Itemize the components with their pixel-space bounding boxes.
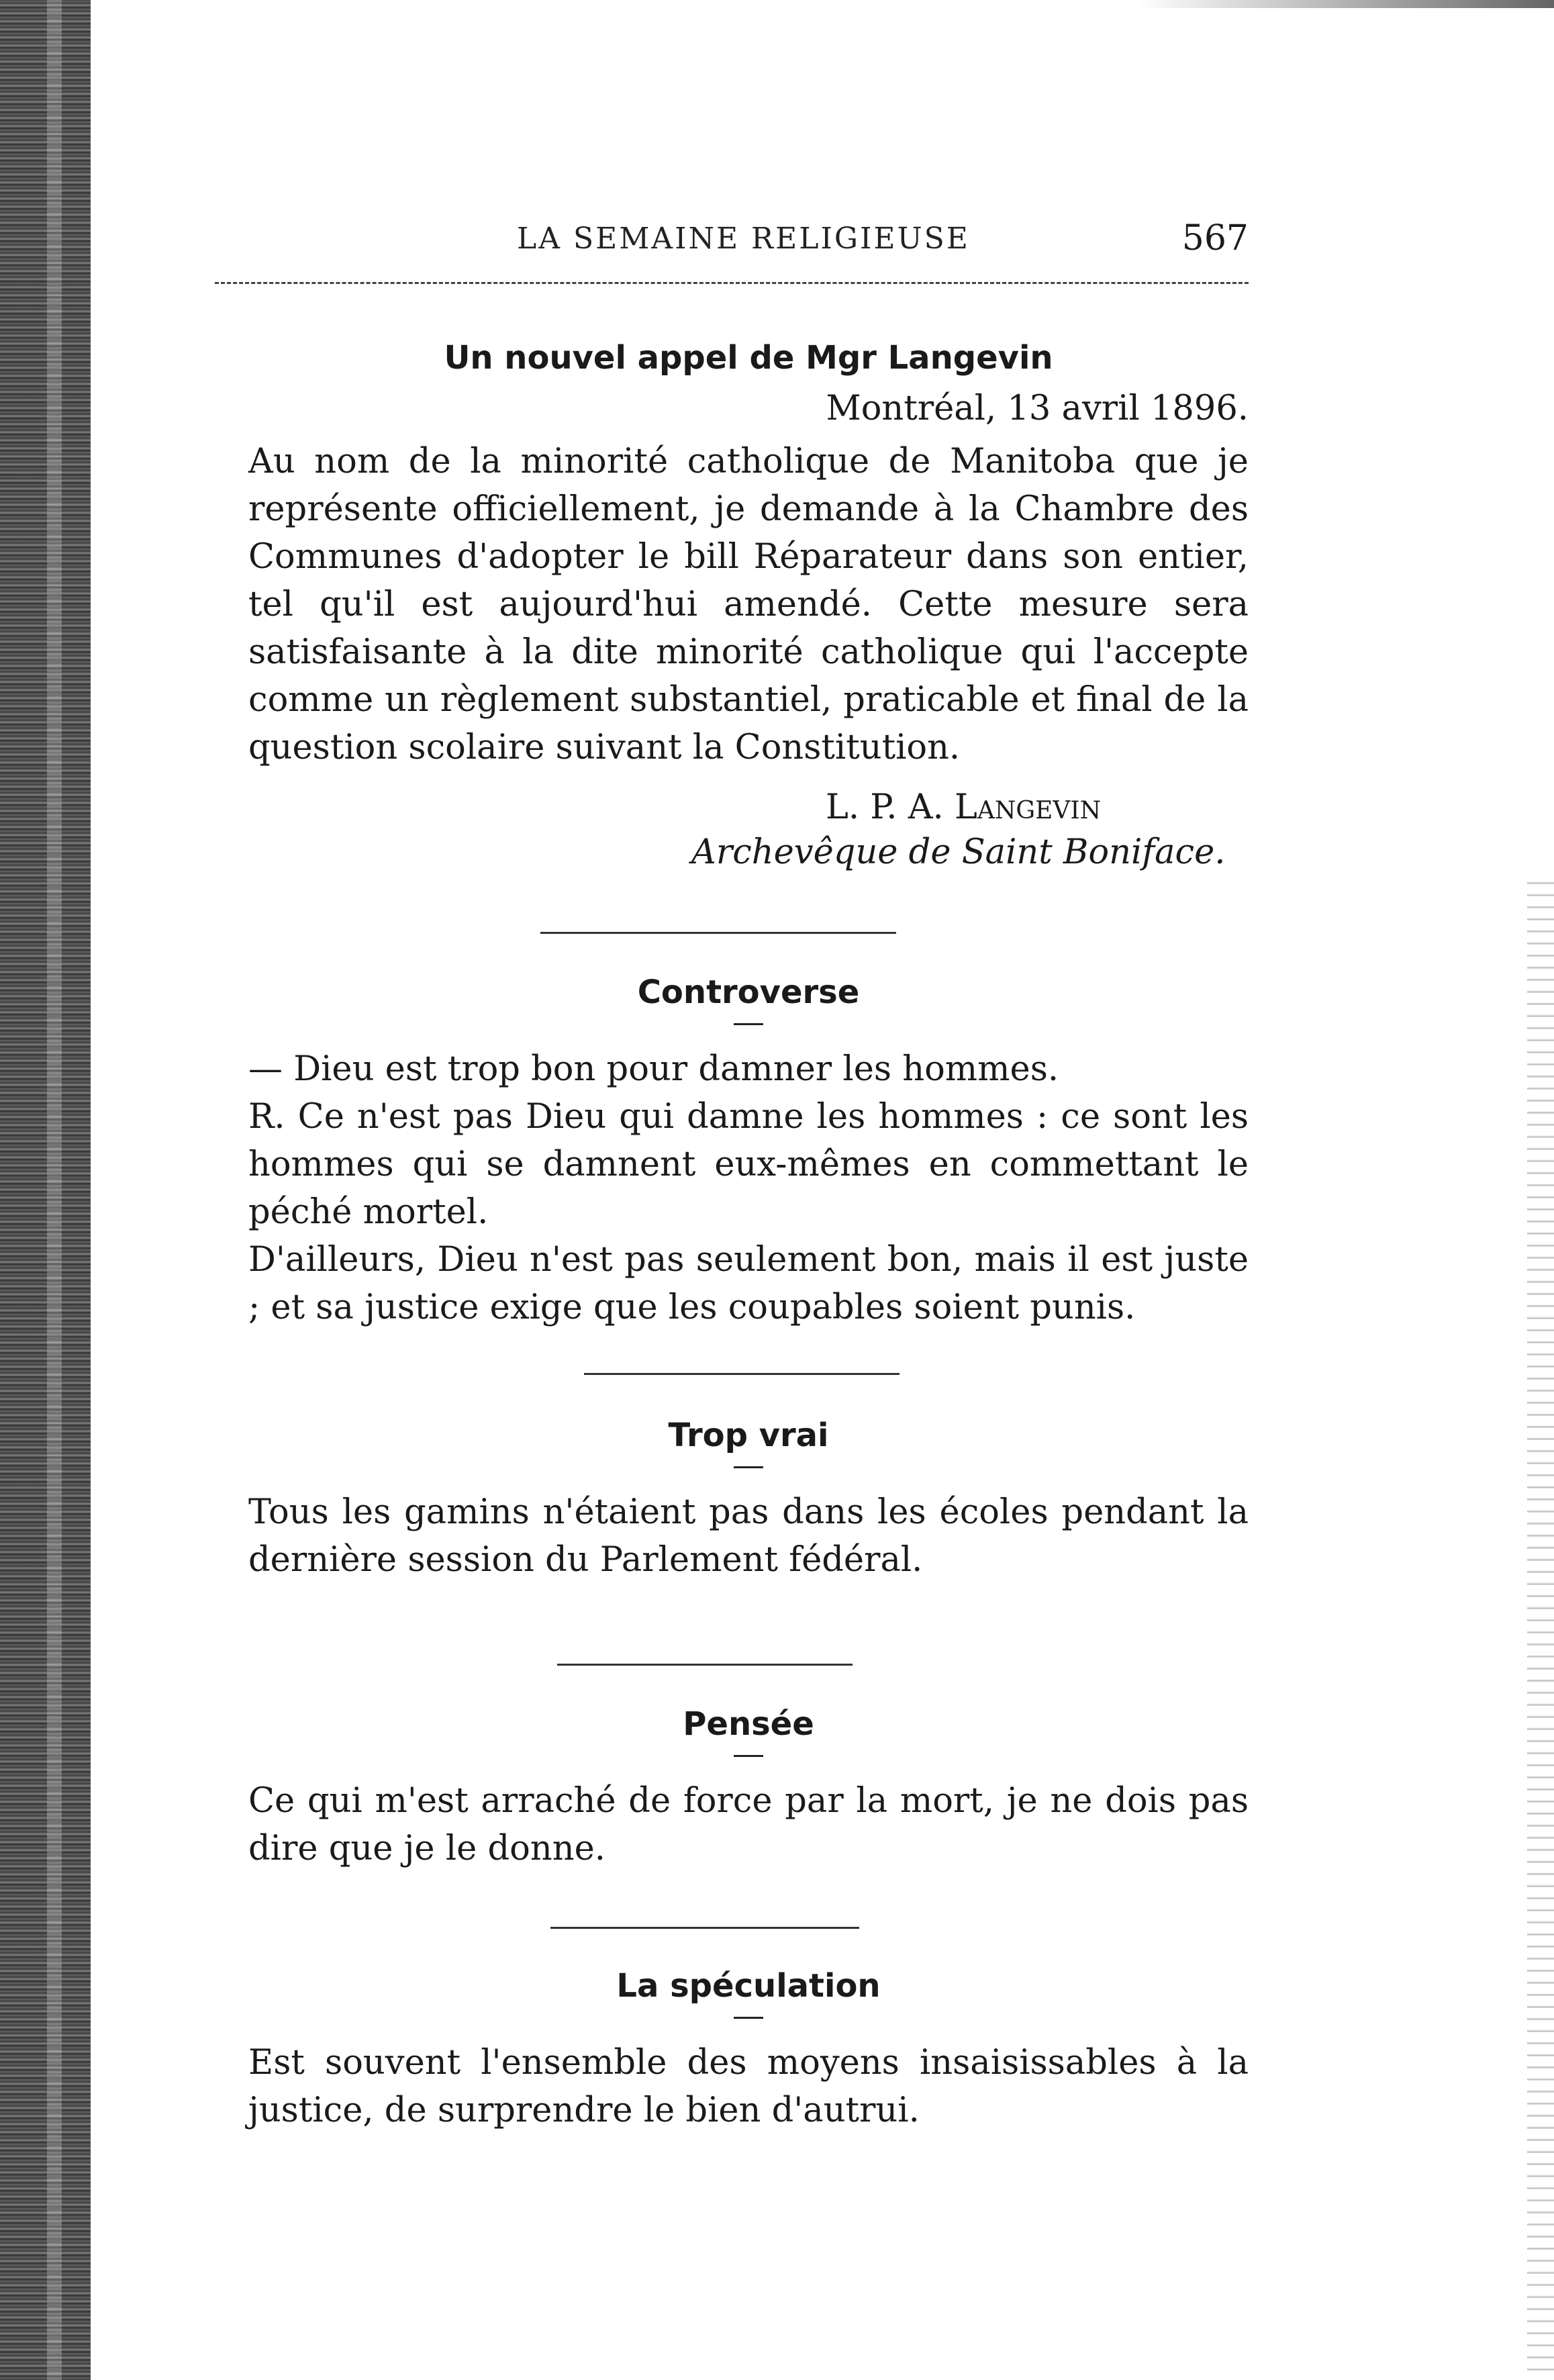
scan-right-edge xyxy=(1527,873,1554,2380)
running-header xyxy=(248,201,1249,258)
paragraph: — Dieu est trop bon pour damner les hommes. xyxy=(248,1049,1059,1089)
section-divider xyxy=(540,932,896,934)
paragraph: Est souvent l'ensemble des moyens insaisissables à la justice, de surprendre le bien d'autrui. xyxy=(248,2043,1249,2130)
paragraph: Ce qui m'est arraché de force par la mort, je ne dois pas dire que je le donne. xyxy=(248,1781,1249,1868)
section-title: Trop vrai xyxy=(668,1417,829,1454)
document-page xyxy=(248,201,1249,2130)
page-number: 567 xyxy=(1181,218,1249,258)
paragraph: D'ailleurs, Dieu n'est pas seulement bon, mais il est juste ; et sa justice exige que les coupables soient punis. xyxy=(248,1240,1249,1327)
section-speculation xyxy=(248,1967,1249,2134)
section-title: Controverse xyxy=(637,973,860,1011)
section-controverse xyxy=(248,973,1249,1331)
section-body xyxy=(248,1488,1249,1584)
section-langevin-appeal xyxy=(248,339,1249,875)
signature-initials: L. P. A. xyxy=(826,788,944,827)
signature-name xyxy=(826,785,1249,830)
paragraph: R. Ce n'est pas Dieu qui damne les hommes : ce sont les hommes qui se damnent eux-mêmes en commettant le péché mortel. xyxy=(248,1097,1249,1232)
title-rule xyxy=(734,2017,763,2019)
section-title: Un nouvel appel de Mgr Langevin xyxy=(444,339,1053,377)
section-title: Pensée xyxy=(683,1705,814,1743)
paragraph: Tous les gamins n'étaient pas dans les écoles pendant la dernière session du Parlement fédéral. xyxy=(248,1492,1249,1580)
section-title: La spéculation xyxy=(616,1967,881,2005)
section-pensee xyxy=(248,1705,1249,1872)
section-body xyxy=(248,1045,1249,1331)
header-rule xyxy=(215,282,1249,284)
section-body xyxy=(248,2039,1249,2134)
title-rule xyxy=(734,1023,763,1025)
scan-top-edge xyxy=(1138,0,1554,8)
running-title: LA SEMAINE RELIGIEUSE xyxy=(517,222,970,256)
section-body xyxy=(248,1777,1249,1872)
signature-surname: Langevin xyxy=(954,788,1102,827)
dateline: Montréal, 13 avril 1896. xyxy=(826,389,1249,428)
section-divider xyxy=(557,1664,853,1666)
title-rule xyxy=(734,1755,763,1757)
title-rule xyxy=(734,1466,763,1468)
section-trop-vrai xyxy=(248,1417,1249,1584)
section-divider xyxy=(584,1373,900,1375)
section-divider xyxy=(550,1927,859,1929)
signature-title: Archevêque de Saint Boniface. xyxy=(691,832,1226,872)
scan-binding-edge xyxy=(0,0,91,2380)
letter-body: Au nom de la minorité catholique de Manitoba que je représente officiellement, je demande à la Chambre des Communes d'adopter le bill Réparateur dans son entier, tel qu'il est aujourd'hui amendé. Cette mesure sera satisfaisante à la dite minorité catholique qui l'accepte comme un règlement substantiel, praticable et final de la question scolaire suivant la Constitution. xyxy=(248,442,1249,767)
